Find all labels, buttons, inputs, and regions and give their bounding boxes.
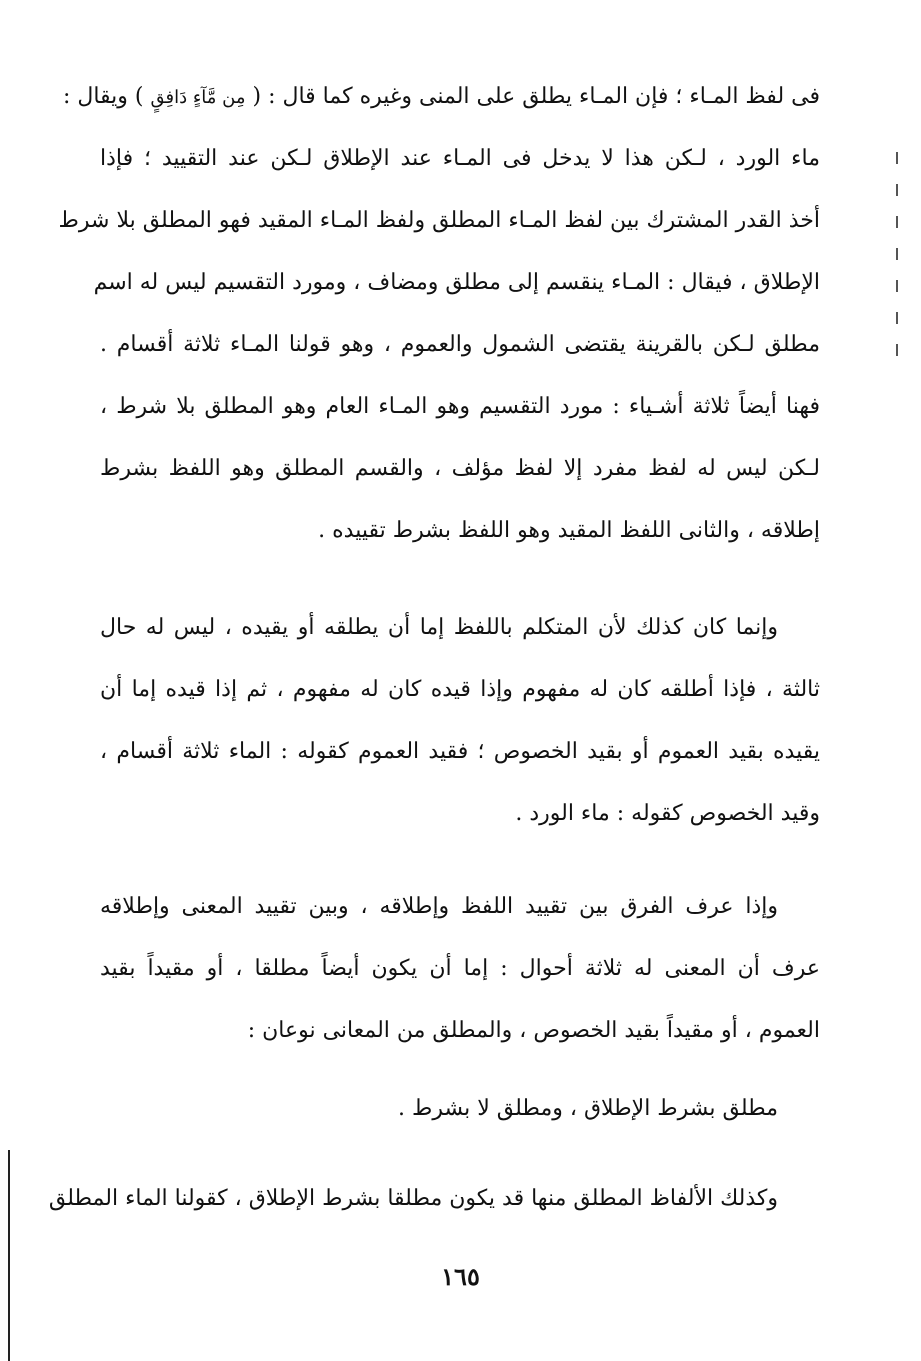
paragraph-2 xyxy=(100,597,820,845)
text-line: الإطلاق ، فيقال : المـاء ينقسم إلى مطلق ومضاف ، ومورد التقسيم ليس له اسم xyxy=(93,270,820,295)
paragraph-3 xyxy=(100,876,820,1062)
text-line: ثالثة ، فإذا أطلقه كان له مفهوم وإذا قيده كان له مفهوم ، ثم إذا قيده إما أن xyxy=(100,677,820,702)
quran-verse: مِن مَّآءٍ دَافِقٍ xyxy=(150,87,246,108)
text-line: العموم ، أو مقيداً بقيد الخصوص ، والمطلق من المعانى نوعان : xyxy=(247,1018,820,1043)
margin-mark xyxy=(896,248,898,260)
text-line: عرف أن المعنى له ثلاثة أحوال : إما أن يكون أيضاً مطلقا ، أو مقيداً بقيد xyxy=(100,956,820,981)
paragraph-1 xyxy=(58,66,820,562)
paragraph-5 xyxy=(48,1168,820,1230)
margin-mark xyxy=(896,216,898,228)
text-line xyxy=(62,66,820,128)
binding-edge-line xyxy=(8,1150,10,1361)
text-line: مطلق بشرط الإطلاق ، ومطلق لا بشرط . xyxy=(398,1096,778,1121)
page-number: ١٦٥ xyxy=(441,1262,480,1291)
text-line: يقيده بقيد العموم أو بقيد الخصوص ؛ فقيد العموم كقوله : الماء ثلاثة أقسام ، xyxy=(100,739,820,764)
text-line: وكذلك الألفاظ المطلق منها قد يكون مطلقا بشرط الإطلاق ، كقولنا الماء المطلق xyxy=(48,1186,778,1211)
text-line: أخذ القدر المشترك بين لفظ المـاء المطلق ولفظ المـاء المقيد فهو المطلق بلا شرط xyxy=(58,208,820,233)
text-line: لـكن ليس له لفظ مفرد إلا لفظ مؤلف ، والقسم المطلق وهو اللفظ بشرط xyxy=(100,456,820,481)
margin-mark xyxy=(896,184,898,196)
margin-mark xyxy=(896,312,898,324)
text-line: فهنا أيضاً ثلاثة أشـياء : مورد التقسيم وهو المـاء العام وهو المطلق بلا شرط ، xyxy=(100,394,820,419)
text-segment: ) ويقال : xyxy=(62,84,144,109)
text-line: إطلاقه ، والثانى اللفظ المقيد وهو اللفظ بشرط تقييده . xyxy=(318,518,820,543)
text-segment: فى لفظ المـاء ؛ فإن المـاء يطلق على المنى وغيره كما قال : ( xyxy=(252,84,820,109)
text-line: وإذا عرف الفرق بين تقييد اللفظ وإطلاقه ، وبين تقييد المعنى وإطلاقه xyxy=(100,894,778,919)
margin-mark xyxy=(896,280,898,292)
paragraph-4 xyxy=(100,1078,820,1140)
margin-mark xyxy=(896,152,898,164)
margin-mark xyxy=(896,344,898,356)
text-line: وقيد الخصوص كقوله : ماء الورد . xyxy=(515,801,820,826)
text-line: مطلق لـكن بالقرينة يقتضى الشمول والعموم ، وهو قولنا المـاء ثلاثة أقسام . xyxy=(100,332,820,357)
text-line: وإنما كان كذلك لأن المتكلم باللفظ إما أن يطلقه أو يقيده ، ليس له حال xyxy=(100,615,778,640)
text-line: ماء الورد ، لـكن هذا لا يدخل فى المـاء عند الإطلاق لـكن عند التقييد ؛ فإذا xyxy=(100,146,820,171)
